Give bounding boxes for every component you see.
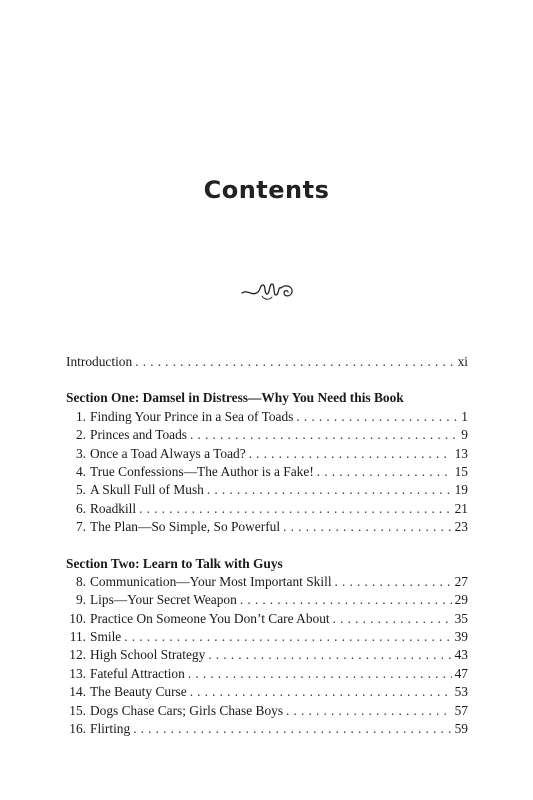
toc-entry-page: 35 — [454, 610, 468, 626]
toc-entry-number: 5. — [75, 482, 86, 498]
toc-entry-row — [66, 426, 468, 444]
toc-entry-title: Practice On Someone You Don’t Care About — [90, 610, 330, 626]
toc-entry-title: Flirting — [90, 721, 131, 737]
toc-entry-number: 7. — [75, 519, 86, 535]
toc-entry-title: High School Strategy — [90, 647, 206, 663]
toc-entry-number: 14. — [69, 684, 86, 700]
page-title: Contents — [203, 176, 330, 204]
dot-leader — [296, 408, 458, 426]
dot-leader — [240, 591, 452, 609]
toc-entry-page: 19 — [454, 482, 468, 498]
toc-entry-title: Fateful Attraction — [90, 665, 185, 681]
toc-entry-page: 13 — [454, 445, 468, 461]
dot-leader — [135, 353, 454, 371]
toc-entry-number: 4. — [75, 463, 86, 479]
toc-entry-number: 11. — [69, 629, 86, 645]
toc-entry-number: 12. — [69, 647, 86, 663]
dot-leader — [208, 646, 451, 664]
dot-leader — [190, 683, 452, 701]
toc-entry-page: 15 — [454, 463, 468, 479]
toc-entry-page: 43 — [454, 647, 468, 663]
toc-entry-row — [66, 573, 468, 591]
toc-entry-row — [66, 500, 468, 518]
toc-entry-row — [66, 481, 468, 499]
toc-entry-page: 39 — [454, 629, 468, 645]
toc-entry-row — [66, 463, 468, 481]
dot-leader — [286, 702, 452, 720]
toc-entry-title: Roadkill — [90, 500, 137, 516]
toc-entry-row — [66, 591, 468, 609]
table-of-contents — [66, 353, 468, 738]
toc-entry-number: 8. — [75, 573, 86, 589]
toc-entry-title: Introduction — [66, 354, 133, 369]
toc-entry-title: The Plan—So Simple, So Powerful — [90, 519, 281, 535]
dot-leader — [139, 500, 451, 518]
toc-entry-title: Communication—Your Most Important Skill — [90, 573, 332, 589]
dot-leader — [249, 445, 452, 463]
toc-sections — [66, 389, 468, 738]
toc-entry-row — [66, 646, 468, 664]
toc-entry-title: Smile — [90, 629, 122, 645]
toc-entry-page: 23 — [454, 519, 468, 535]
dot-leader — [133, 720, 451, 738]
toc-entry-number: 13. — [69, 665, 86, 681]
toc-entry-page: xi — [457, 354, 468, 369]
toc-entry-number: 9. — [75, 592, 86, 608]
dot-leader — [188, 665, 452, 683]
toc-entry-title: Dogs Chase Cars; Girls Chase Boys — [90, 702, 284, 718]
toc-entry-row — [66, 628, 468, 646]
section-heading: Section Two: Learn to Talk with Guys — [66, 555, 283, 571]
toc-entry-page: 59 — [454, 721, 468, 737]
toc-entry-row — [66, 665, 468, 683]
toc-entry-title: True Confessions—The Author is a Fake! — [90, 463, 314, 479]
toc-entry-row — [66, 702, 468, 720]
toc-entry-row — [66, 683, 468, 701]
toc-entry-number: 15. — [69, 702, 86, 718]
toc-entry-row — [66, 518, 468, 536]
toc-entry-page: 57 — [454, 702, 468, 718]
toc-entry-number: 2. — [75, 427, 86, 443]
toc-entry-row — [66, 610, 468, 628]
toc-entry-page: 47 — [454, 665, 468, 681]
toc-entry-row — [66, 408, 468, 426]
section-heading: Section One: Damsel in Distress—Why You Need this Book — [66, 390, 404, 406]
dot-leader — [124, 628, 451, 646]
toc-entry-row — [66, 445, 468, 463]
flourish-ornament-icon — [238, 276, 298, 306]
toc-entry-page: 53 — [454, 684, 468, 700]
toc-entry-page: 9 — [461, 427, 468, 443]
toc-entry-number: 10. — [69, 610, 86, 626]
dot-leader — [317, 463, 452, 481]
toc-entry-title: Finding Your Prince in a Sea of Toads — [90, 408, 294, 424]
toc-entry-page: 21 — [454, 500, 468, 516]
toc-entry-number: 1. — [75, 408, 86, 424]
dot-leader — [335, 573, 452, 591]
dot-leader — [283, 518, 452, 536]
toc-entry-page: 1 — [461, 408, 468, 424]
toc-entry-number: 3. — [75, 445, 86, 461]
toc-entry-title: Once a Toad Always a Toad? — [90, 445, 246, 461]
toc-entry-title: Lips—Your Secret Weapon — [90, 592, 237, 608]
toc-entry-number: 16. — [69, 721, 86, 737]
toc-entry-title: A Skull Full of Mush — [90, 482, 204, 498]
toc-intro-row — [66, 353, 468, 371]
toc-entry-row — [66, 720, 468, 738]
toc-entry-title: The Beauty Curse — [90, 684, 187, 700]
toc-entry-page: 27 — [454, 573, 468, 589]
toc-entry-page: 29 — [454, 592, 468, 608]
dot-leader — [190, 426, 458, 444]
dot-leader — [333, 610, 452, 628]
toc-entry-title: Princes and Toads — [90, 427, 187, 443]
toc-entry-number: 6. — [75, 500, 86, 516]
dot-leader — [207, 481, 452, 499]
